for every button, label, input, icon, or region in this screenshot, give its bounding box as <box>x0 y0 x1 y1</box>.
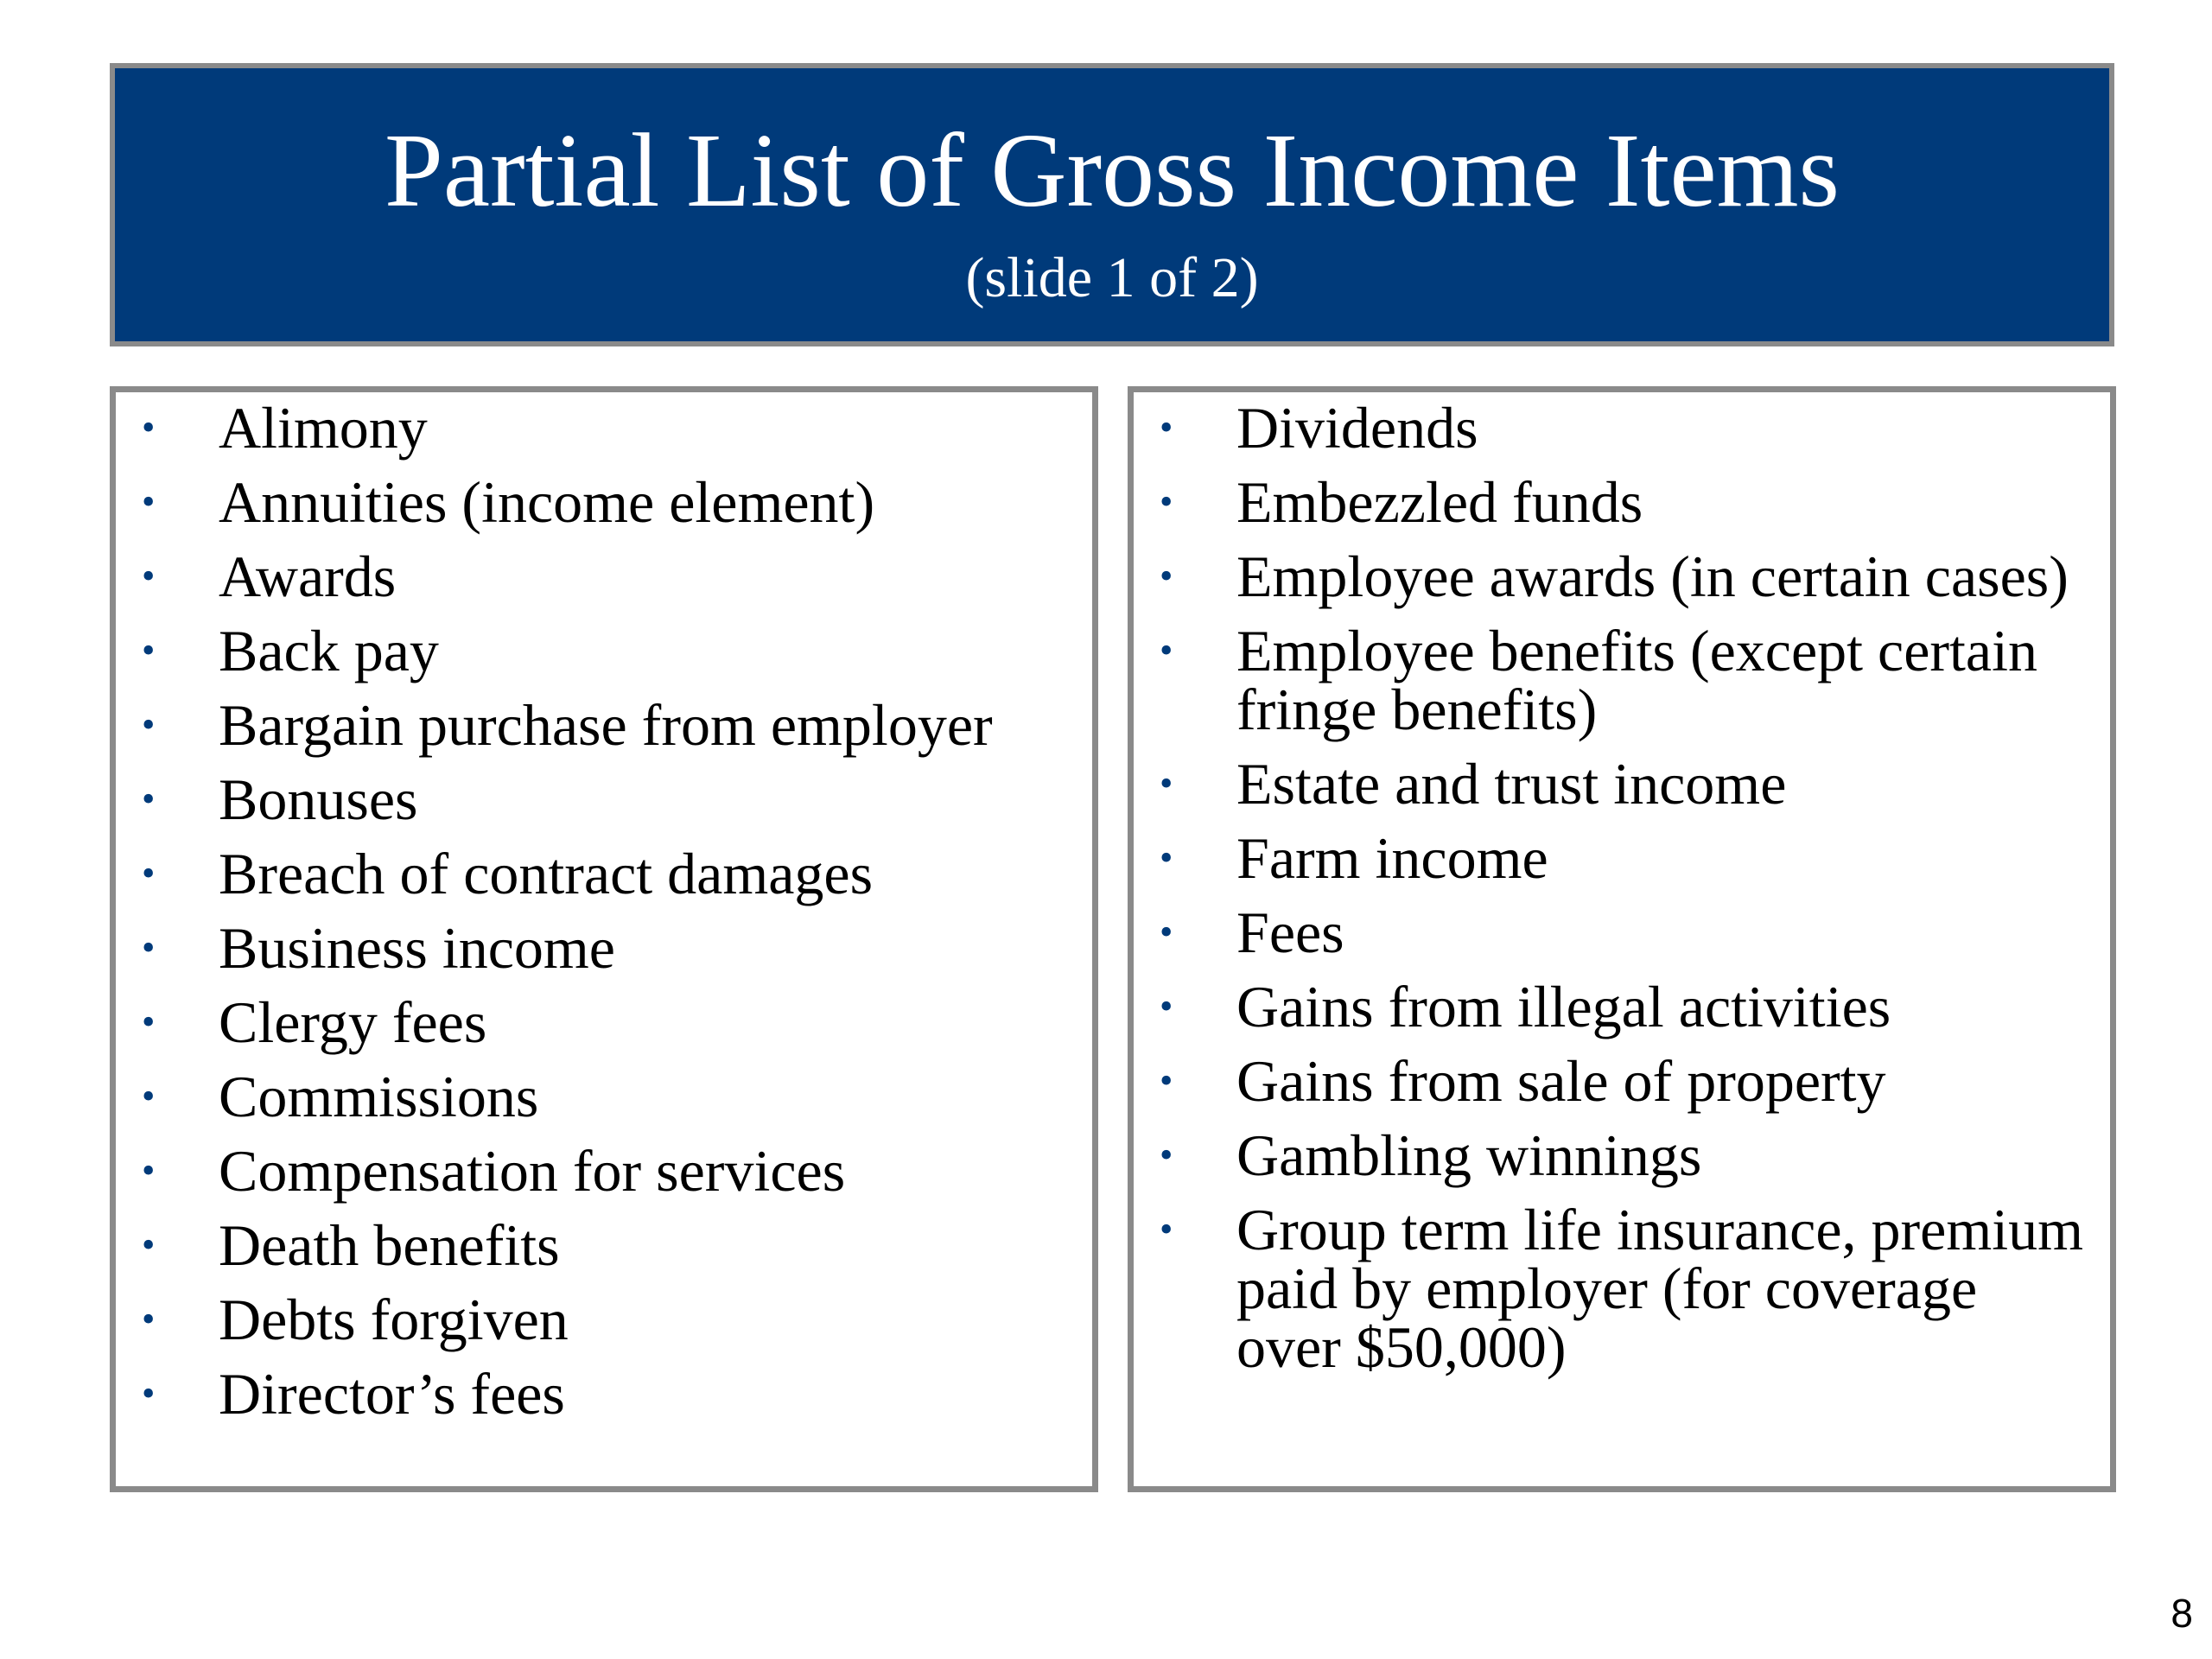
list-item <box>116 543 1092 609</box>
list-item <box>116 469 1092 535</box>
right-list-box <box>1128 386 2116 1492</box>
bullet-icon: • <box>1160 836 1173 879</box>
bullet-icon: • <box>1160 406 1173 448</box>
list-item <box>1134 825 2110 891</box>
bullet-icon: • <box>142 926 156 969</box>
bullet-icon: • <box>1160 985 1173 1027</box>
bullet-icon: • <box>1160 1059 1173 1102</box>
list-item-label: Death benefits <box>219 1212 560 1278</box>
list-item <box>116 692 1092 758</box>
list-item-label: Estate and trust income <box>1236 751 1787 817</box>
bullet-icon: • <box>142 852 156 894</box>
bullet-icon: • <box>1160 911 1173 953</box>
list-item-label: Employee awards (in certain cases) <box>1236 543 2069 609</box>
list-item-label: Alimony <box>219 395 428 461</box>
bullet-icon: • <box>142 1224 156 1266</box>
left-bullet-list <box>116 395 1092 1439</box>
list-item-label: Group term life insurance, premium paid by employer (for coverage over $50,000) <box>1236 1197 2084 1380</box>
list-item <box>1134 974 2110 1039</box>
list-item <box>116 618 1092 683</box>
bullet-icon: • <box>142 1149 156 1192</box>
list-item <box>1134 1048 2110 1114</box>
list-item-label: Gains from sale of property <box>1236 1048 1886 1114</box>
right-bullet-list <box>1134 395 2110 1392</box>
bullet-icon: • <box>1160 1208 1173 1250</box>
slide-subtitle: (slide 1 of 2) <box>965 246 1259 309</box>
list-item <box>1134 1122 2110 1188</box>
list-item <box>1134 899 2110 965</box>
list-item-label: Bargain purchase from employer <box>219 692 993 758</box>
bullet-icon: • <box>1160 555 1173 597</box>
list-item <box>116 395 1092 461</box>
bullet-icon: • <box>142 480 156 523</box>
bullet-icon: • <box>142 406 156 448</box>
list-item <box>116 1212 1092 1278</box>
left-list-box <box>110 386 1098 1492</box>
list-item <box>1134 395 2110 461</box>
bullet-icon: • <box>142 1075 156 1117</box>
bullet-icon: • <box>142 703 156 746</box>
bullet-icon: • <box>142 1001 156 1043</box>
list-item <box>116 1064 1092 1129</box>
slide-title: Partial List of Gross Income Items <box>385 112 1840 229</box>
list-item-label: Farm income <box>1236 825 1548 891</box>
list-item <box>1134 543 2110 609</box>
list-item-label: Awards <box>219 543 397 609</box>
list-item <box>1134 618 2110 742</box>
bullet-icon: • <box>1160 629 1173 671</box>
list-item-label: Director’s fees <box>219 1361 565 1427</box>
list-item-label: Breach of contract damages <box>219 841 874 906</box>
list-item <box>116 989 1092 1055</box>
bullet-icon: • <box>1160 480 1173 523</box>
list-item <box>1134 751 2110 817</box>
list-item <box>116 841 1092 906</box>
list-item-label: Gains from illegal activities <box>1236 974 1891 1039</box>
list-item <box>116 1138 1092 1204</box>
list-item <box>1134 1197 2110 1380</box>
list-item-label: Bonuses <box>219 766 418 832</box>
title-banner <box>110 63 2114 346</box>
bullet-icon: • <box>142 629 156 671</box>
list-item <box>116 1287 1092 1352</box>
list-item <box>1134 469 2110 535</box>
list-item <box>116 766 1092 832</box>
list-item <box>116 915 1092 981</box>
list-item-label: Debts forgiven <box>219 1287 569 1352</box>
bullet-icon: • <box>142 1298 156 1340</box>
list-item-label: Back pay <box>219 618 439 683</box>
list-item-label: Gambling winnings <box>1236 1122 1702 1188</box>
bullet-icon: • <box>142 555 156 597</box>
list-item-label: Employee benefits (except certain fringe benefits) <box>1236 618 2037 742</box>
bullet-icon: • <box>142 778 156 820</box>
list-item-label: Business income <box>219 915 615 981</box>
list-item-label: Commissions <box>219 1064 539 1129</box>
list-item <box>116 1361 1092 1427</box>
list-item-label: Annuities (income element) <box>219 469 875 535</box>
list-item-label: Fees <box>1236 899 1344 965</box>
page-number: 8 <box>2171 1591 2193 1636</box>
list-item-label: Dividends <box>1236 395 1478 461</box>
list-item-label: Compensation for services <box>219 1138 846 1204</box>
bullet-icon: • <box>142 1372 156 1414</box>
list-item-label: Clergy fees <box>219 989 487 1055</box>
bullet-icon: • <box>1160 1134 1173 1176</box>
list-item-label: Embezzled funds <box>1236 469 1643 535</box>
bullet-icon: • <box>1160 762 1173 804</box>
